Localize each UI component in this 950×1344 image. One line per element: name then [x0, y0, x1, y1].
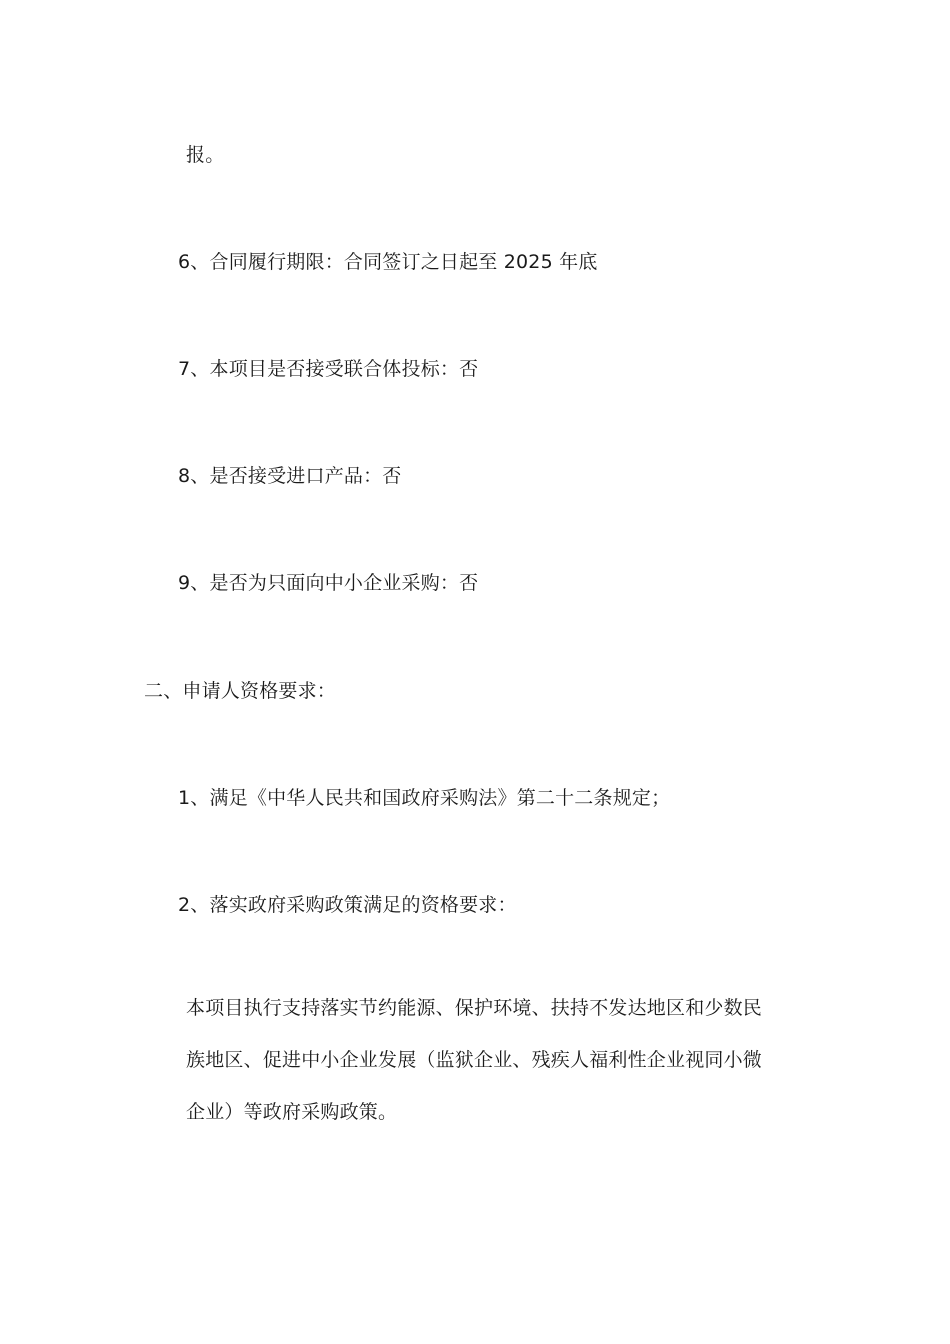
- item-contract-period: 6、合同履行期限：合同签订之日起至 2025 年底: [178, 251, 598, 273]
- section-heading-qualifications: 二、申请人资格要求：: [144, 680, 337, 702]
- paragraph-line: 企业）等政府采购政策。: [186, 1101, 398, 1123]
- continuation-text: 报。: [186, 144, 225, 166]
- item-policy-requirements: 2、落实政府采购政策满足的资格要求：: [178, 894, 517, 916]
- item-consortium-bid: 7、本项目是否接受联合体投标：否: [178, 358, 479, 380]
- paragraph-line: 本项目执行支持落实节约能源、保护环境、扶持不发达地区和少数民: [186, 997, 763, 1019]
- item-procurement-law: 1、满足《中华人民共和国政府采购法》第二十二条规定；: [178, 787, 671, 809]
- item-sme-only: 9、是否为只面向中小企业采购：否: [178, 572, 479, 594]
- item-imported-products: 8、是否接受进口产品：否: [178, 465, 402, 487]
- policy-paragraph: [186, 996, 766, 1152]
- paragraph-line: 族地区、促进中小企业发展（监狱企业、残疾人福利性企业视同小微: [186, 1049, 763, 1071]
